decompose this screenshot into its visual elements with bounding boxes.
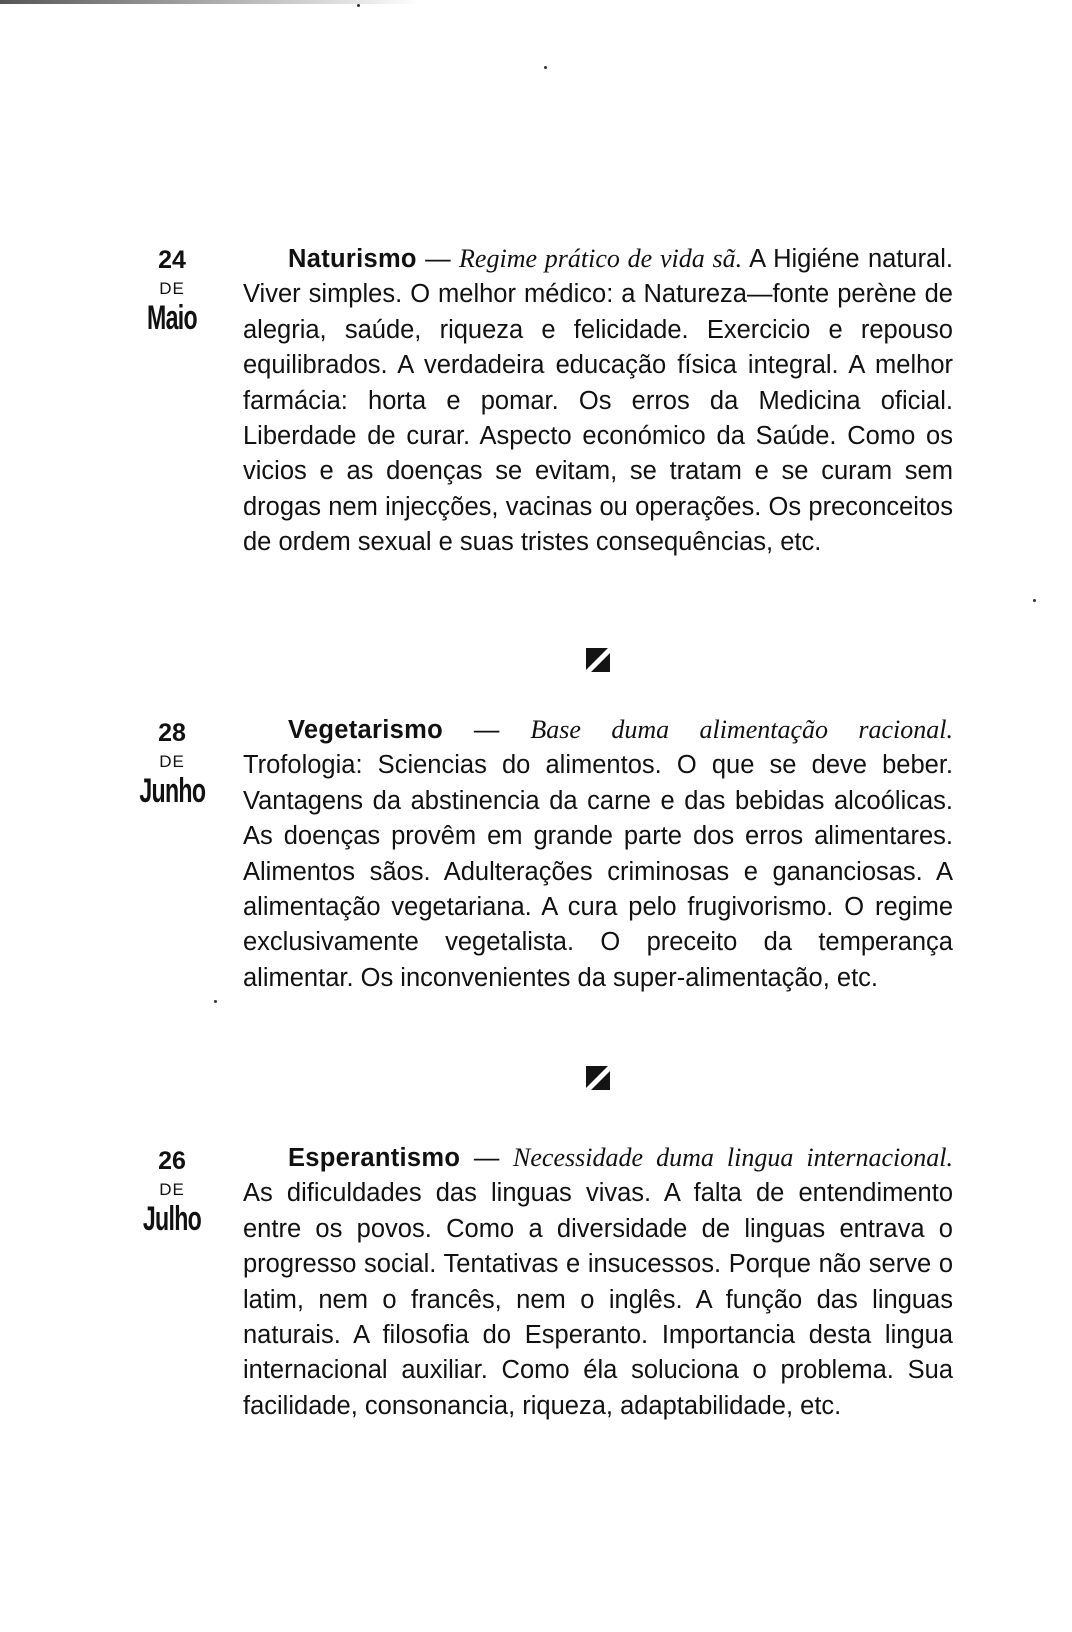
entry-body: As dificuldades das linguas vivas. A falta de entendimento entre os povos. Como a diversidade de linguas entrava o progresso social. Tentativas e insucessos. Porque não serve o latim, nem o francês, nem o inglês. A função das linguas naturais. A filosofia do Esperanto. Importancia desta lingua internacional auxiliar. Como éla soluciona o problema. Sua facilidade, consonancia, riqueza, adaptabilidade, etc. bbox=[243, 1179, 953, 1420]
entry-description bbox=[243, 1140, 953, 1424]
date-day: 24 bbox=[158, 246, 186, 274]
entry-dash: — bbox=[442, 716, 531, 744]
entry-body: A Higiéne natural. Viver simples. O melhor médico: a Natureza—fonte perène de alegria, saúde, riqueza e felicidade. Exercicio e repouso equilibrados. A verdadeira educação física integral. A melhor farmácia: horta e pomar. Os erros da Medicina oficial. Liberdade de curar. Aspecto económico da Saúde. Como os vicios e as doenças se evitam, se tratam e se curam sem drogas nem injecções, vacinas ou operações. Os preconceitos de ordem sexual e suas tristes consequências, etc. bbox=[243, 245, 953, 557]
entry-dash: — bbox=[416, 245, 460, 273]
entry-subtitle: Base duma alimentação racional. bbox=[530, 715, 953, 744]
date-month: Maio bbox=[147, 299, 197, 337]
date-day: 28 bbox=[158, 719, 186, 747]
date-day: 26 bbox=[158, 1147, 186, 1175]
entry-subtitle: Regime prático de vida sã. bbox=[459, 244, 743, 273]
section-divider-ornament bbox=[586, 648, 610, 672]
entry-topic: Naturismo bbox=[288, 245, 417, 273]
entry-subtitle: Necessidade duma lingua internacional. bbox=[513, 1143, 954, 1172]
entry-body: Trofologia: Sciencias do alimentos. O que se deve beber. Vantagens da abstinencia da carne e das bebidas alcoólicas. As doenças provêm em grande parte dos erros alimentares. Alimentos sãos. Adulterações criminosas e gananciosas. A alimentação vegetariana. A cura pelo frugivorismo. O regime exclusivamente vegetalista. O preceito da temperança alimentar. Os inconvenientes da super-alimentação, etc. bbox=[243, 751, 953, 992]
entry-topic: Esperantismo bbox=[288, 1144, 461, 1172]
entry-dash: — bbox=[460, 1144, 514, 1172]
scan-speck bbox=[544, 66, 547, 69]
scan-speck bbox=[357, 4, 360, 7]
entry-description bbox=[243, 241, 953, 561]
entry-date bbox=[124, 245, 220, 337]
scan-speck bbox=[1033, 599, 1036, 602]
date-de: DE bbox=[159, 279, 185, 298]
entry-date bbox=[124, 718, 220, 810]
date-de: DE bbox=[159, 1180, 185, 1199]
date-month: Junho bbox=[139, 772, 206, 810]
scan-speck bbox=[214, 1000, 217, 1003]
section-divider-ornament bbox=[586, 1066, 610, 1090]
date-de: DE bbox=[159, 752, 185, 771]
entry-description bbox=[243, 712, 953, 996]
entry-topic: Vegetarismo bbox=[288, 716, 443, 744]
entry-date bbox=[124, 1146, 220, 1238]
date-month: Julho bbox=[142, 1200, 202, 1238]
